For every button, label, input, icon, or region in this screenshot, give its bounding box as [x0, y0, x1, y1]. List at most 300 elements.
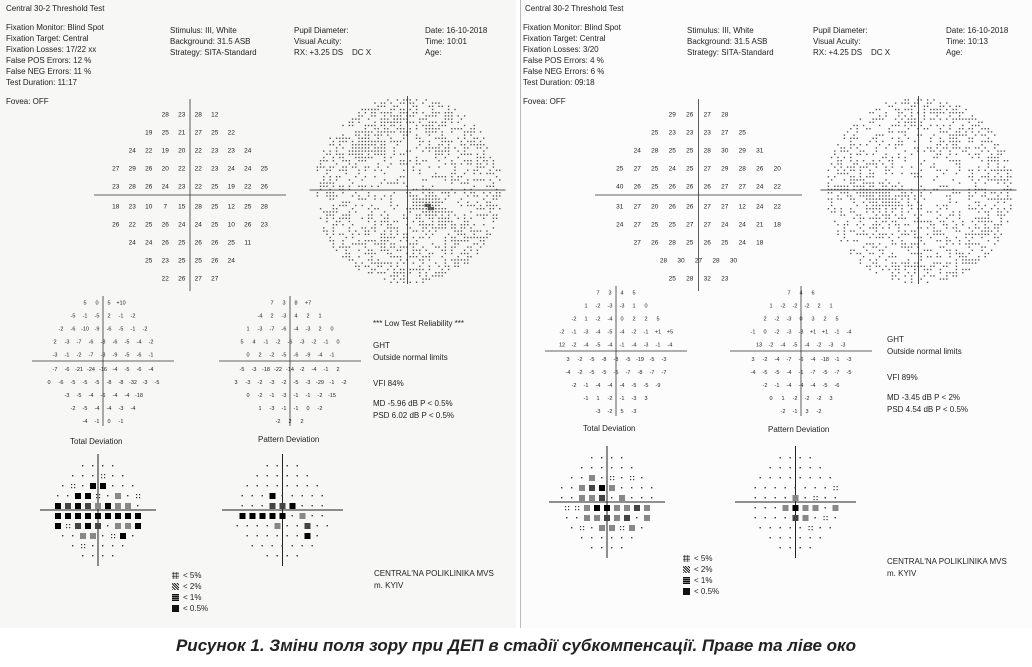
gray-dot	[985, 195, 986, 196]
gray-dot	[828, 198, 829, 199]
gray-dot	[339, 186, 340, 187]
gray-dot	[972, 237, 973, 238]
gray-dot	[416, 138, 417, 139]
gray-dot	[953, 112, 954, 113]
gray-dot	[1001, 198, 1002, 199]
gray-dot	[937, 112, 938, 113]
grid-value: +7	[304, 300, 312, 307]
normal-point	[252, 495, 253, 496]
grid-value: -4	[607, 342, 613, 349]
grid-value: 26	[161, 221, 169, 229]
gray-dot	[930, 109, 931, 110]
gray-dot	[448, 106, 449, 107]
gray-dot	[969, 259, 970, 260]
gray-dot	[403, 128, 404, 129]
gray-dot	[844, 138, 845, 139]
gray-dot	[474, 125, 475, 126]
figure-caption: Рисунок 1. Зміни поля зору при ДЕП в стадії субкомпенсації. Праве та ліве око	[175, 636, 857, 655]
gray-dot	[342, 205, 343, 206]
gray-dot	[390, 157, 391, 158]
gray-dot	[426, 195, 427, 196]
gray-dot	[895, 109, 896, 110]
grayscale-plot-left	[300, 90, 515, 290]
gray-dot	[422, 208, 423, 209]
gray-dot	[994, 192, 995, 193]
gray-dot	[429, 166, 430, 167]
grid-value: -2	[792, 303, 798, 310]
normal-point	[795, 487, 796, 488]
gray-dot	[905, 125, 906, 126]
gray-dot	[1004, 208, 1005, 209]
gray-dot	[467, 262, 468, 263]
gray-dot	[905, 275, 906, 276]
grid-value: 21	[756, 221, 764, 229]
md: MD -3.45 dB P < 2%	[887, 393, 960, 402]
gray-dot	[911, 115, 912, 116]
grid-value: -5	[649, 356, 655, 363]
gray-dot	[493, 208, 494, 209]
gray-dot	[889, 269, 890, 270]
gray-dot	[879, 208, 880, 209]
gray-dot	[895, 224, 896, 225]
gray-dot	[972, 173, 973, 174]
gray-dot	[432, 253, 433, 254]
p5-point	[809, 526, 810, 527]
gray-dot	[959, 243, 960, 244]
gray-dot	[869, 218, 870, 219]
gray-dot	[869, 243, 870, 244]
gray-dot	[972, 259, 973, 260]
grid-value: 25	[194, 257, 202, 265]
gray-dot	[985, 246, 986, 247]
gray-dot	[467, 179, 468, 180]
normal-point	[292, 545, 293, 546]
normal-point	[805, 487, 806, 488]
gray-dot	[429, 202, 430, 203]
gray-dot	[860, 192, 861, 193]
gray-dot	[378, 166, 379, 167]
p05-point	[135, 513, 141, 519]
gray-dot	[413, 243, 414, 244]
normal-point	[292, 495, 293, 496]
p05-point	[85, 523, 91, 529]
total-deviation-label: Total Deviation	[583, 424, 636, 433]
normal-point	[805, 497, 806, 498]
gray-dot	[390, 253, 391, 254]
grid-value: -5	[774, 369, 780, 376]
gray-dot	[419, 253, 420, 254]
gray-dot	[937, 262, 938, 263]
gray-dot	[413, 237, 414, 238]
grid-value: -2	[768, 342, 774, 349]
p2-point	[589, 495, 595, 501]
gray-dot	[426, 118, 427, 119]
p5-point	[81, 544, 82, 545]
gray-dot	[892, 205, 893, 206]
gray-dot	[985, 141, 986, 142]
grid-value: -5	[607, 329, 613, 336]
gray-dot	[461, 224, 462, 225]
gray-dot	[355, 157, 356, 158]
gray-dot	[885, 221, 886, 222]
gray-dot	[889, 214, 890, 215]
gray-dot	[349, 221, 350, 222]
grid-value: -2	[774, 329, 780, 336]
gray-dot	[397, 122, 398, 123]
gray-dot	[956, 224, 957, 225]
gray-dot	[911, 112, 912, 113]
normal-point	[601, 547, 602, 548]
normal-point	[591, 457, 592, 458]
gray-dot	[467, 224, 468, 225]
gray-dot	[969, 240, 970, 241]
gray-dot	[882, 214, 883, 215]
gray-dot	[486, 230, 487, 231]
grid-value: 26	[756, 165, 764, 173]
grid-value: -1	[750, 329, 756, 336]
grid-value: 24	[244, 165, 252, 173]
grid-value: 2	[644, 316, 648, 323]
gray-dot	[930, 138, 931, 139]
normal-point	[277, 475, 278, 476]
gray-dot	[969, 253, 970, 254]
gray-dot	[470, 218, 471, 219]
gray-dot	[850, 154, 851, 155]
gray-dot	[326, 173, 327, 174]
gray-dot	[432, 186, 433, 187]
normal-point	[576, 517, 577, 518]
gray-dot	[371, 115, 372, 116]
gray-dot	[422, 259, 423, 260]
grid-value: -1	[323, 366, 329, 373]
gray-dot	[419, 122, 420, 123]
gray-dot	[1001, 150, 1002, 151]
gray-dot	[978, 256, 979, 257]
rx: RX: +4.25 DS	[813, 48, 863, 57]
gray-dot	[432, 202, 433, 203]
gray-dot	[426, 214, 427, 215]
gray-dot	[937, 157, 938, 158]
gray-dot	[946, 243, 947, 244]
p5-symbol-icon	[683, 555, 690, 562]
gray-dot	[333, 246, 334, 247]
gray-dot	[959, 141, 960, 142]
gray-dot	[882, 237, 883, 238]
normal-point	[825, 497, 826, 498]
gray-dot	[355, 192, 356, 193]
gray-dot	[384, 112, 385, 113]
gray-dot	[394, 147, 395, 148]
gray-dot	[410, 99, 411, 100]
gray-dot	[876, 109, 877, 110]
gray-dot	[394, 272, 395, 273]
left-eye-report	[0, 0, 516, 628]
gray-dot	[975, 218, 976, 219]
gray-dot	[991, 154, 992, 155]
gray-dot	[876, 150, 877, 151]
gray-dot	[362, 138, 363, 139]
gray-dot	[1010, 205, 1011, 206]
normal-point	[282, 545, 283, 546]
normal-point	[790, 537, 791, 538]
gray-dot	[410, 243, 411, 244]
gray-dot	[908, 250, 909, 251]
gray-dot	[413, 256, 414, 257]
gray-dot	[317, 170, 318, 171]
gray-dot	[394, 256, 395, 257]
grid-value: 1	[781, 395, 785, 402]
gray-dot	[895, 102, 896, 103]
grid-value: -5	[124, 352, 130, 359]
gray-dot	[844, 224, 845, 225]
grid-value: 27	[721, 183, 729, 191]
gray-dot	[445, 118, 446, 119]
gray-dot	[422, 118, 423, 119]
gray-dot	[371, 269, 372, 270]
gray-dot	[374, 125, 375, 126]
grid-value: 23	[211, 147, 219, 155]
normal-point	[566, 517, 567, 518]
normal-point	[302, 545, 303, 546]
gray-dot	[378, 131, 379, 132]
gray-dot	[371, 157, 372, 158]
gray-dot	[946, 227, 947, 228]
gray-dot	[850, 230, 851, 231]
gray-dot	[930, 266, 931, 267]
gray-dot	[940, 118, 941, 119]
grid-value: -7	[76, 339, 82, 346]
gray-dot	[419, 266, 420, 267]
gray-dot	[461, 141, 462, 142]
gray-dot	[914, 102, 915, 103]
grid-value: -6	[70, 326, 76, 333]
gray-dot	[419, 208, 420, 209]
gray-dot	[879, 234, 880, 235]
gray-dot	[978, 259, 979, 260]
gray-dot	[978, 166, 979, 167]
gray-dot	[933, 262, 934, 263]
grid-value: -3	[786, 316, 792, 323]
grid-value: -4	[631, 342, 637, 349]
gray-dot	[442, 134, 443, 135]
gray-dot	[381, 134, 382, 135]
grid-value: -4	[565, 369, 571, 376]
gray-dot	[847, 186, 848, 187]
grid-value: -4	[112, 392, 118, 399]
gray-dot	[355, 144, 356, 145]
gray-dot	[914, 253, 915, 254]
gray-dot	[432, 214, 433, 215]
normal-point	[780, 537, 781, 538]
gray-dot	[454, 243, 455, 244]
gray-dot	[368, 234, 369, 235]
gray-dot	[358, 144, 359, 145]
grid-value: +10	[116, 300, 126, 307]
gray-dot	[394, 192, 395, 193]
gray-dot	[924, 128, 925, 129]
gray-dot	[946, 186, 947, 187]
gray-dot	[371, 205, 372, 206]
gray-dot	[1010, 208, 1011, 209]
gray-dot	[486, 160, 487, 161]
gray-dot	[885, 186, 886, 187]
grid-value: 24	[128, 147, 136, 155]
gray-dot	[422, 202, 423, 203]
gray-dot	[853, 250, 854, 251]
gray-dot	[882, 250, 883, 251]
gray-dot	[442, 131, 443, 132]
normal-point	[247, 485, 248, 486]
grid-value: 25	[721, 239, 729, 247]
gray-dot	[419, 144, 420, 145]
ght-label: GHT	[887, 335, 904, 344]
gray-dot	[953, 227, 954, 228]
gray-dot	[464, 115, 465, 116]
gray-dot	[365, 240, 366, 241]
p05-point	[90, 483, 96, 489]
p05-point	[55, 523, 61, 529]
gray-dot	[387, 269, 388, 270]
gray-dot	[953, 138, 954, 139]
gray-dot	[959, 192, 960, 193]
gray-dot	[464, 182, 465, 183]
gray-dot	[908, 234, 909, 235]
gray-dot	[397, 141, 398, 142]
gray-dot	[924, 109, 925, 110]
gray-dot	[876, 266, 877, 267]
gray-dot	[885, 157, 886, 158]
grid-value: -5	[70, 313, 76, 320]
ght-label: GHT	[373, 341, 390, 350]
normal-point	[611, 457, 612, 458]
gray-dot	[467, 154, 468, 155]
grid-value: -3	[643, 342, 649, 349]
gray-dot	[901, 195, 902, 196]
gray-dot	[988, 240, 989, 241]
gray-dot	[384, 221, 385, 222]
grid-value: 29	[668, 111, 676, 119]
gray-dot	[972, 234, 973, 235]
gray-dot	[339, 157, 340, 158]
gray-dot	[470, 134, 471, 135]
grid-value: 6	[811, 290, 815, 297]
gray-dot	[352, 141, 353, 142]
grid-value: -5	[613, 369, 619, 376]
grid-value: -6	[64, 366, 70, 373]
gray-dot	[445, 122, 446, 123]
gray-dot	[342, 170, 343, 171]
gray-dot	[374, 150, 375, 151]
legend-item: < 0.5%	[183, 604, 209, 613]
gray-dot	[451, 122, 452, 123]
gray-dot	[965, 134, 966, 135]
gray-dot	[837, 234, 838, 235]
gray-dot	[470, 237, 471, 238]
grid-value: -8	[613, 356, 619, 363]
grid-value: 5	[835, 316, 839, 323]
gray-dot	[429, 195, 430, 196]
gray-dot	[844, 214, 845, 215]
gray-dot	[914, 221, 915, 222]
gray-dot	[346, 202, 347, 203]
gray-dot	[997, 230, 998, 231]
grid-value: -6	[106, 326, 112, 333]
gray-dot	[438, 246, 439, 247]
gray-dot	[956, 144, 957, 145]
normal-point	[312, 505, 313, 506]
threshold-values-left	[90, 95, 290, 295]
legend-item: < 1%	[183, 593, 202, 602]
gray-dot	[403, 218, 404, 219]
gray-dot	[410, 102, 411, 103]
grid-value: 23	[686, 129, 694, 137]
grid-value: -5	[822, 369, 828, 376]
normal-point	[820, 467, 821, 468]
p05-point	[85, 493, 91, 499]
gray-dot	[850, 253, 851, 254]
gray-dot	[413, 250, 414, 251]
gray-dot	[937, 144, 938, 145]
grid-value: -3	[583, 329, 589, 336]
gray-dot	[940, 208, 941, 209]
gray-dot	[965, 237, 966, 238]
gray-dot	[390, 195, 391, 196]
gray-dot	[445, 237, 446, 238]
gray-dot	[419, 259, 420, 260]
gray-dot	[866, 208, 867, 209]
gray-dot	[956, 160, 957, 161]
gray-dot	[474, 243, 475, 244]
gray-dot	[949, 112, 950, 113]
p05-point	[55, 503, 61, 509]
gray-dot	[374, 112, 375, 113]
gray-dot	[988, 157, 989, 158]
gray-dot	[924, 250, 925, 251]
gray-dot	[467, 256, 468, 257]
grid-value: 25	[686, 147, 694, 155]
gray-dot	[876, 134, 877, 135]
gray-dot	[879, 256, 880, 257]
grid-value: 3	[751, 356, 755, 363]
grid-value: 28	[712, 257, 720, 265]
grid-value: 23	[112, 183, 120, 191]
grid-value: 2	[107, 313, 111, 320]
p05-point	[290, 503, 296, 509]
p1-point	[599, 495, 605, 501]
gray-dot	[908, 205, 909, 206]
gray-dot	[885, 266, 886, 267]
gray-dot	[866, 163, 867, 164]
gray-dot	[333, 182, 334, 183]
gray-dot	[374, 262, 375, 263]
normal-point	[267, 475, 268, 476]
gray-dot	[467, 160, 468, 161]
gray-dot	[362, 141, 363, 142]
gray-dot	[882, 157, 883, 158]
gray-dot	[371, 240, 372, 241]
gray-dot	[898, 109, 899, 110]
gray-dot	[930, 275, 931, 276]
gray-dot	[435, 122, 436, 123]
grid-value: 1	[769, 303, 773, 310]
normal-point	[257, 535, 258, 536]
gray-dot	[873, 202, 874, 203]
grid-value: 24	[244, 147, 252, 155]
gray-dot	[400, 240, 401, 241]
gray-dot	[438, 147, 439, 148]
gray-dot	[837, 173, 838, 174]
gray-dot	[384, 250, 385, 251]
